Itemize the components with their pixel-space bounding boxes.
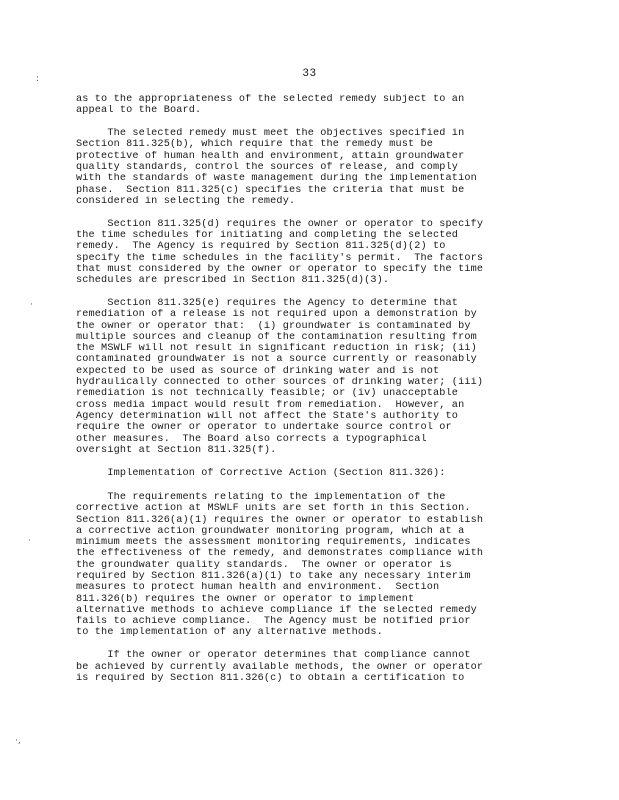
text-line: The requirements relating to the implementation of the bbox=[76, 491, 446, 503]
text-line: multiple sources and cleanup of the contamination resulting from bbox=[76, 331, 477, 343]
text-line: Section 811.325(b), which require that the remedy must be bbox=[76, 139, 434, 151]
text-line: measures to protect human health and environment. Section bbox=[76, 582, 440, 594]
text-line: a corrective action groundwater monitoring program, which at a bbox=[76, 525, 465, 537]
text-line: Section 811.326(a)(1) requires the owner or operator to establish bbox=[76, 514, 484, 526]
text-line: considered in selecting the remedy. bbox=[76, 195, 296, 207]
text-line: fails to achieve compliance. The Agency must be notified prior bbox=[76, 616, 471, 628]
text-line: the groundwater quality standards. The owner or operator is bbox=[76, 559, 452, 571]
text-line: corrective action at MSWLF units are set forth in this Section. bbox=[76, 503, 471, 515]
scan-speck: · bbox=[28, 536, 31, 546]
paragraph-p4 bbox=[76, 492, 546, 639]
text-line: If the owner or operator determines that compliance cannot bbox=[76, 650, 471, 662]
text-line: protective of human health and environment, attain groundwater bbox=[76, 150, 465, 162]
text-line: schedules are prescribed in Section 811.325(d)(3). bbox=[76, 275, 390, 287]
paragraph-p0 bbox=[76, 94, 546, 117]
text-line: expected to be used as source of drinking water and is not bbox=[76, 365, 440, 377]
text-line: required by Section 811.326(a)(1) to take any necessary interim bbox=[76, 570, 471, 582]
page-number: 33 bbox=[302, 68, 317, 80]
text-line: Agency determination will not affect the State's authority to bbox=[76, 410, 459, 422]
text-line: to the implementation of any alternative methods. bbox=[76, 627, 383, 639]
text-line: hydraulically connected to other sources of drinking water; (iii) bbox=[76, 377, 484, 389]
text-line: be achieved by currently available methods, the owner or operator bbox=[76, 661, 484, 673]
text-line: with the standards of waste management during the implementation bbox=[76, 173, 477, 185]
text-line: 811.326(b) requires the owner or operator to implement bbox=[76, 593, 415, 605]
text-line: minimum meets the assessment monitoring requirements, indicates bbox=[76, 537, 471, 549]
scan-speck: · bbox=[30, 300, 33, 310]
paragraph-p3 bbox=[76, 298, 546, 456]
text-line: The selected remedy must meet the objectives specified in bbox=[76, 128, 465, 140]
paragraph-p2 bbox=[76, 219, 546, 287]
text-line: is required by Section 811.326(c) to obtain a certification to bbox=[76, 672, 465, 684]
text-line: Section 811.325(d) requires the owner or operator to specify bbox=[76, 218, 484, 230]
text-line: oversight at Section 811.325(f). bbox=[76, 444, 277, 456]
text-line: specify the time schedules in the facility's permit. The factors bbox=[76, 252, 484, 264]
text-line: contaminated groundwater is not a source currently or reasonably bbox=[76, 354, 477, 366]
scan-speck: ·, bbox=[15, 736, 21, 746]
text-line: appeal to the Board. bbox=[76, 105, 202, 117]
text-line: require the owner or operator to undertake source control or bbox=[76, 422, 452, 434]
text-line: remediation of a release is not required upon a demonstration by bbox=[76, 309, 477, 321]
document-body bbox=[76, 94, 546, 696]
text-line: Section 811.325(e) requires the Agency to determine that bbox=[76, 297, 459, 309]
paragraph-p1 bbox=[76, 128, 546, 207]
section-heading: Implementation of Corrective Action (Section 811.326): bbox=[76, 467, 446, 479]
text-line: the time schedules for initiating and completing the selected bbox=[76, 229, 459, 241]
text-line: as to the appropriateness of the selected remedy subject to an bbox=[76, 94, 465, 105]
text-line: quality standards, control the sources of release, and comply bbox=[76, 161, 459, 173]
text-line: the effectiveness of the remedy, and demonstrates compliance with bbox=[76, 548, 484, 560]
scan-speck: : bbox=[36, 74, 40, 84]
text-line: remediation is not technically feasible; or (iv) unacceptable bbox=[76, 388, 459, 400]
text-line: phase. Section 811.325(c) specifies the criteria that must be bbox=[76, 184, 465, 196]
text-line: other measures. The Board also corrects a typographical bbox=[76, 433, 427, 445]
text-line: cross media impact would result from remediation. However, an bbox=[76, 399, 465, 411]
paragraph-p5 bbox=[76, 650, 546, 684]
text-line: alternative methods to achieve compliance if the selected remedy bbox=[76, 604, 477, 616]
text-line: that must considered by the owner or operator to specify the time bbox=[76, 263, 484, 275]
text-line: the owner or operator that: (i) groundwater is contaminated by bbox=[76, 320, 471, 332]
text-line: remedy. The Agency is required by Section 811.325(d)(2) to bbox=[76, 241, 446, 253]
text-line: the MSWLF will not result in significant reduction in risk; (ii) bbox=[76, 343, 477, 355]
